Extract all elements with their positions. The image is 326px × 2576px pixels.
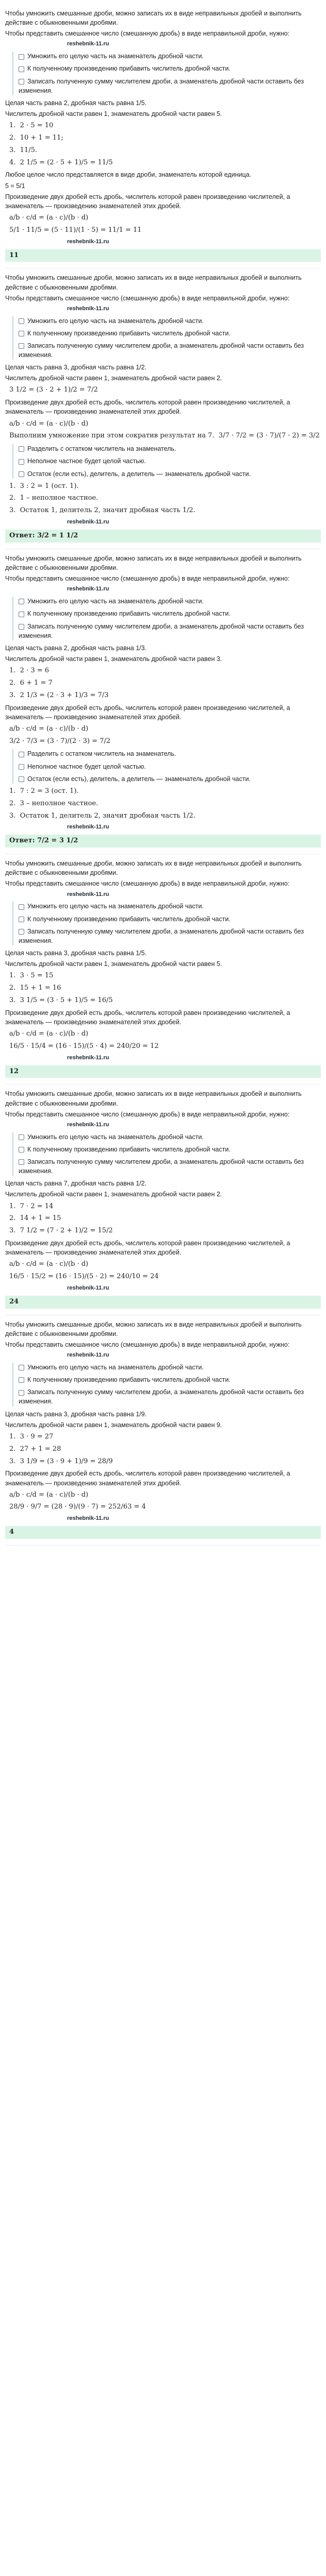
watermark: reshebnik-11.ru [67, 519, 109, 526]
formula: a/b · c/d = (a · c)/(b · d) [9, 724, 89, 733]
step-text: К полученному произведению прибавить числитель дробной части. [27, 329, 231, 337]
step-marker-icon [19, 904, 24, 910]
part-text: Целая часть равна 2, дробная часть равна 1/5. [5, 99, 147, 107]
step-marker-icon [19, 79, 24, 84]
step-item [19, 914, 321, 924]
rule-text: Чтобы представить смешанное число (смешанную дробь) в виде неправильной дроби, нужно: [5, 1110, 290, 1118]
calc-line: 2. 1 – неполное частное. [9, 494, 99, 502]
step-item [19, 902, 321, 911]
step-text: К полученному произведению прибавить числитель дробной части. [27, 65, 231, 73]
step-text: Записать полученную сумму числителем дроби, а знаменатель дробной части оставить без изменения. [19, 342, 304, 359]
step-text: К полученному произведению прибавить числитель дробной части. [27, 1145, 231, 1153]
answer-box: Ответ: 3/2 = 1 1/2 [5, 530, 321, 543]
rule-text: Произведение двух дробей есть дробь, числитель которой равен произведению числителей, а знаменатель — произведению знаменателей этих дробей. [5, 193, 290, 210]
solution-block [5, 549, 321, 854]
step-text: Записать полученную сумму числителем дроби, а знаменатель дробной части оставить без изменения. [19, 927, 304, 944]
step-marker-icon [19, 624, 24, 630]
step-marker-icon [19, 54, 24, 60]
calc-line: 3. 3 1/5 = (3 · 5 + 1)/5 = 16/5 [9, 996, 113, 1004]
rule-text: Чтобы умножить смешанные дроби, можно записать их в виде неправильных дробей и выполнить действие с обыкновенными дробями. [5, 1320, 302, 1337]
step-text: Остаток (если есть), делитель, а делитель — знаменатель дробной части. [27, 470, 251, 478]
calc-line: 2. 15 + 1 = 16 [9, 984, 61, 992]
step-marker-icon [19, 331, 24, 336]
watermark: reshebnik-11.ru [67, 1054, 109, 1061]
step-text: Записать полученную сумму числителем дроби, а знаменатель дробной части оставить без изменения. [19, 1158, 304, 1175]
calc-line: 1. 3 · 5 = 15 [9, 972, 54, 980]
watermark: reshebnik-11.ru [67, 891, 109, 897]
step-item [19, 1157, 321, 1176]
step-item [19, 341, 321, 360]
step-text: Неполное частное будет целой частью. [27, 762, 146, 770]
result-line: Выполним умножение при этом сократив результат на 7. 3/7 · 7/2 = (3 · 7)/(7 · 2) = 3/2 [9, 432, 320, 440]
rule-text: Чтобы представить смешанное число (смешанную дробь) в виде неправильной дроби, нужно: [5, 575, 290, 583]
part-text: Числитель дробной части равен 1, знаменатель дробной части равен 9. [5, 1421, 222, 1429]
rule-text: Произведение двух дробей есть дробь, числитель которой равен произведению числителей, а знаменатель — произведению знаменателей этих дробей. [5, 399, 290, 416]
solution-block [5, 268, 321, 549]
step-item [19, 749, 321, 758]
calc-line: 3. 11/5. [9, 146, 37, 154]
rule-text: Чтобы умножить смешанные дроби, можно записать их в виде неправильных дробей и выполнить действие с обыкновенными дробями. [5, 860, 302, 877]
answer-box: Ответ: 7/2 = 3 1/2 [5, 835, 321, 848]
step-marker-icon [19, 764, 24, 770]
calc-line: 2. 10 + 1 = 11; [9, 133, 63, 142]
rule-text: Чтобы представить смешанное число (смешанную дробь) в виде неправильной дроби, нужно: [5, 880, 290, 888]
formula: a/b · c/d = (a · c)/(b · d) [9, 1260, 89, 1268]
calc-line: 2. 27 + 1 = 28 [9, 1445, 61, 1453]
steps-list [12, 1132, 321, 1176]
rule-text: Чтобы умножить смешанные дроби, можно записать их в виде неправильных дробей и выполнить действие с обыкновенными дробями. [5, 1090, 302, 1107]
solution-block [5, 854, 321, 1084]
watermark: reshebnik-11.ru [67, 824, 109, 831]
step-text: Записать полученную сумму числителем дроби, а знаменатель дробной части оставить без изменения. [19, 622, 304, 639]
watermark: reshebnik-11.ru [67, 1352, 109, 1359]
step-item [19, 469, 321, 479]
calc-line: 3. Остаток 1, делитель 2, значит дробная часть 1/2. [9, 811, 195, 820]
step-marker-icon [19, 752, 24, 757]
part-text: Целая часть равна 7, дробная часть равна 1/2. [5, 1180, 147, 1188]
result-line: 3/2 · 7/3 = (3 · 7)/(2 · 3) = 7/2 [9, 737, 111, 745]
rule-text: Произведение двух дробей есть дробь, числитель которой равен произведению числителей, а знаменатель — произведению знаменателей этих дробей. [5, 1009, 290, 1026]
calc-line: 3. Остаток 1, делитель 2, значит дробная часть 1/2. [9, 506, 195, 515]
solution-block [5, 1315, 321, 1546]
rule-text: Чтобы представить смешанное число (смешанную дробь) в виде неправильной дроби, нужно: [5, 294, 290, 302]
step-item [19, 927, 321, 945]
step-item [19, 597, 321, 606]
part-text: Числитель дробной части равен 1, знаменатель дробной части равен 3. [5, 655, 222, 663]
step-text: Умножить его целую часть на знаменатель дробной части. [27, 598, 204, 605]
calc-line: 2. 3 – неполное частное. [9, 799, 99, 807]
step-marker-icon [19, 1365, 24, 1370]
rule-text: Чтобы умножить смешанные дроби, можно записать их в виде неправильных дробей и выполнить действие с обыкновенными дробями. [5, 274, 302, 291]
step-text: К полученному произведению прибавить числитель дробной части. [27, 1376, 231, 1384]
step-text: Неполное частное будет целой частью. [27, 457, 146, 465]
rule-text: Чтобы представить смешанное число (смешанную дробь) в виде неправильной дроби, нужно: [5, 1341, 290, 1349]
step-text: Записать полученную сумму числителем дроби, а знаменатель дробной части оставить без изменения. [19, 1388, 304, 1405]
step-item [19, 444, 321, 453]
step-text: К полученному произведению прибавить числитель дробной части. [27, 610, 231, 618]
formula: a/b · c/d = (a · c)/(b · d) [9, 419, 89, 428]
step-marker-icon [19, 599, 24, 604]
watermark: reshebnik-11.ru [67, 238, 109, 245]
steps-list [12, 316, 321, 360]
step-marker-icon [19, 459, 24, 465]
step-item [19, 1132, 321, 1142]
step-item [19, 622, 321, 640]
rule-text: Любое целое число представляется в виде дроби, знаменатель которой единица. [5, 171, 252, 179]
step-item [19, 762, 321, 771]
formula: a/b · c/d = (a · c)/(b · d) [9, 1030, 89, 1038]
step-text: Умножить его целую часть на знаменатель дробной части. [27, 1364, 204, 1371]
watermark: reshebnik-11.ru [67, 1285, 109, 1291]
part-text: Числитель дробной части равен 1, знаменатель дробной части равен 2. [5, 1191, 222, 1198]
step-text: Остаток (если есть), делитель, а делитель — знаменатель дробной части. [27, 775, 251, 783]
step-marker-icon [19, 929, 24, 935]
watermark: reshebnik-11.ru [67, 305, 109, 312]
calc-line: 4. 2 1/5 = (2 · 5 + 1)/5 = 11/5 [9, 158, 113, 166]
answer-box: 12 [5, 1065, 321, 1078]
step-marker-icon [19, 776, 24, 782]
calc-line: 1. 7 : 2 = 3 (ост. 1). [9, 787, 79, 795]
part-text: Целая часть равна 3, дробная часть равна 1/9. [5, 1410, 147, 1418]
rule-text: Чтобы умножить смешанные дроби, можно записать их в виде неправильных дробей и выполнить действие с обыкновенными дробями. [5, 10, 302, 27]
rule-text: Чтобы представить смешанное число (смешанную дробь) в виде неправильной дроби, нужно: [5, 30, 290, 38]
step-marker-icon [19, 1390, 24, 1396]
watermark: reshebnik-11.ru [67, 1515, 109, 1522]
result-line: 16/5 · 15/2 = (16 · 15)/(5 · 2) = 240/10 = 24 [9, 1273, 159, 1281]
rule-text: Произведение двух дробей есть дробь, числитель которой равен произведению числителей, а знаменатель — произведению знаменателей этих дробей. [5, 704, 290, 721]
calc-line: 3. 3 1/9 = (3 · 9 + 1)/9 = 28/9 [9, 1457, 113, 1465]
calc-line: 2. 14 + 1 = 15 [9, 1214, 61, 1223]
step-text: Разделить с остатком числитель на знаменатель. [27, 445, 176, 453]
step-text: Умножить его целую часть на знаменатель дробной части. [27, 1133, 204, 1141]
step-marker-icon [19, 66, 24, 72]
part-text: Целая часть равна 3, дробная часть равна 1/5. [5, 949, 147, 957]
part-text: Числитель дробной части равен 1, знаменатель дробной части равен 2. [5, 375, 222, 382]
step-text: Умножить его целую часть на знаменатель дробной части. [27, 903, 204, 910]
solution-block [5, 4, 321, 268]
calc-line: 3 1/2 = (3 · 2 + 1)/2 = 7/2 [9, 386, 98, 394]
formula: a/b · c/d = (a · c)/(b · d) [9, 1490, 89, 1499]
rule-text: 5 = 5/1 [5, 182, 25, 190]
step-marker-icon [19, 612, 24, 617]
step-item [19, 329, 321, 338]
step-marker-icon [19, 446, 24, 452]
solution-block [5, 1084, 321, 1315]
step-marker-icon [19, 1147, 24, 1153]
calc-line: 1. 2 · 3 = 6 [9, 667, 50, 674]
step-text: Умножить его целую часть на знаменатель дробной части. [27, 53, 204, 60]
step-item [19, 774, 321, 784]
calc-line: 2. 6 + 1 = 7 [9, 679, 53, 687]
calc-line: 1. 3 : 2 = 1 (ост. 1). [9, 482, 79, 490]
part-text: Числитель дробной части равен 1, знаменатель дробной части равен 5. [5, 960, 222, 968]
step-item [19, 456, 321, 466]
rule-text: Произведение двух дробей есть дробь, числитель которой равен произведению числителей, а знаменатель — произведению знаменателей этих дробей. [5, 1240, 290, 1257]
step-item [19, 1145, 321, 1154]
step-marker-icon [19, 343, 24, 349]
result-line: 5/1 · 11/5 = (5 · 11)/(1 · 5) = 11/1 = 11 [9, 226, 142, 234]
calc-line: 3. 2 1/3 = (2 · 3 + 1)/3 = 7/3 [9, 691, 109, 699]
result-line: 16/5 · 15/4 = (16 · 15)/(5 · 4) = 240/20 = 12 [9, 1042, 159, 1050]
step-item [19, 1363, 321, 1372]
steps-list [12, 597, 321, 640]
calc-line: 3. 7 1/2 = (7 · 2 + 1)/2 = 15/2 [9, 1227, 113, 1235]
watermark: reshebnik-11.ru [67, 1121, 109, 1128]
steps-list [12, 1363, 321, 1406]
step-item [19, 609, 321, 618]
step-item [19, 1387, 321, 1406]
step-marker-icon [19, 1159, 24, 1165]
steps-list [12, 52, 321, 95]
result-line: 28/9 · 9/7 = (28 · 9)/(9 · 7) = 252/63 = 4 [9, 1503, 146, 1511]
step-item [19, 64, 321, 73]
step-text: Умножить его целую часть на знаменатель дробной части. [27, 317, 204, 325]
step-item [19, 77, 321, 95]
step-marker-icon [19, 1377, 24, 1383]
step-text: К полученному произведению прибавить числитель дробной части. [27, 915, 231, 923]
step-text: Разделить с остатком числитель на знаменатель. [27, 750, 176, 758]
step-marker-icon [19, 917, 24, 922]
step-item [19, 1375, 321, 1384]
step-item [19, 316, 321, 326]
steps-list [12, 902, 321, 945]
step-marker-icon [19, 471, 24, 477]
answer-box: 24 [5, 1296, 321, 1309]
step-text: Записать полученную сумму числителем дроби, а знаменатель дробной части оставить без изменения. [19, 77, 304, 94]
rule-text: Чтобы умножить смешанные дроби, можно записать их в виде неправильных дробей и выполнить действие с обыкновенными дробями. [5, 554, 302, 572]
rule-text: Произведение двух дробей есть дробь, числитель которой равен произведению числителей, а знаменатель — произведению знаменателей этих дробей. [5, 1470, 290, 1487]
answer-box: 4 [5, 1526, 321, 1539]
watermark: reshebnik-11.ru [67, 41, 109, 47]
formula: a/b · c/d = (a · c)/(b · d) [9, 213, 89, 222]
calc-line: 1. 2 · 5 = 10 [9, 122, 54, 130]
step-marker-icon [19, 1134, 24, 1140]
steps-list [12, 749, 321, 783]
watermark: reshebnik-11.ru [67, 586, 109, 592]
step-item [19, 52, 321, 61]
answer-box: 11 [5, 249, 321, 262]
step-marker-icon [19, 318, 24, 324]
steps-list [12, 444, 321, 478]
part-text: Целая часть равна 2, дробная часть равна 1/3. [5, 644, 147, 652]
calc-line: 1. 7 · 2 = 14 [9, 1202, 54, 1210]
part-text: Целая часть равна 3, дробная часть равна 1/2. [5, 364, 147, 371]
part-text: Числитель дробной части равен 1, знаменатель дробной части равен 5. [5, 110, 222, 117]
calc-line: 1. 3 · 9 = 27 [9, 1432, 54, 1440]
